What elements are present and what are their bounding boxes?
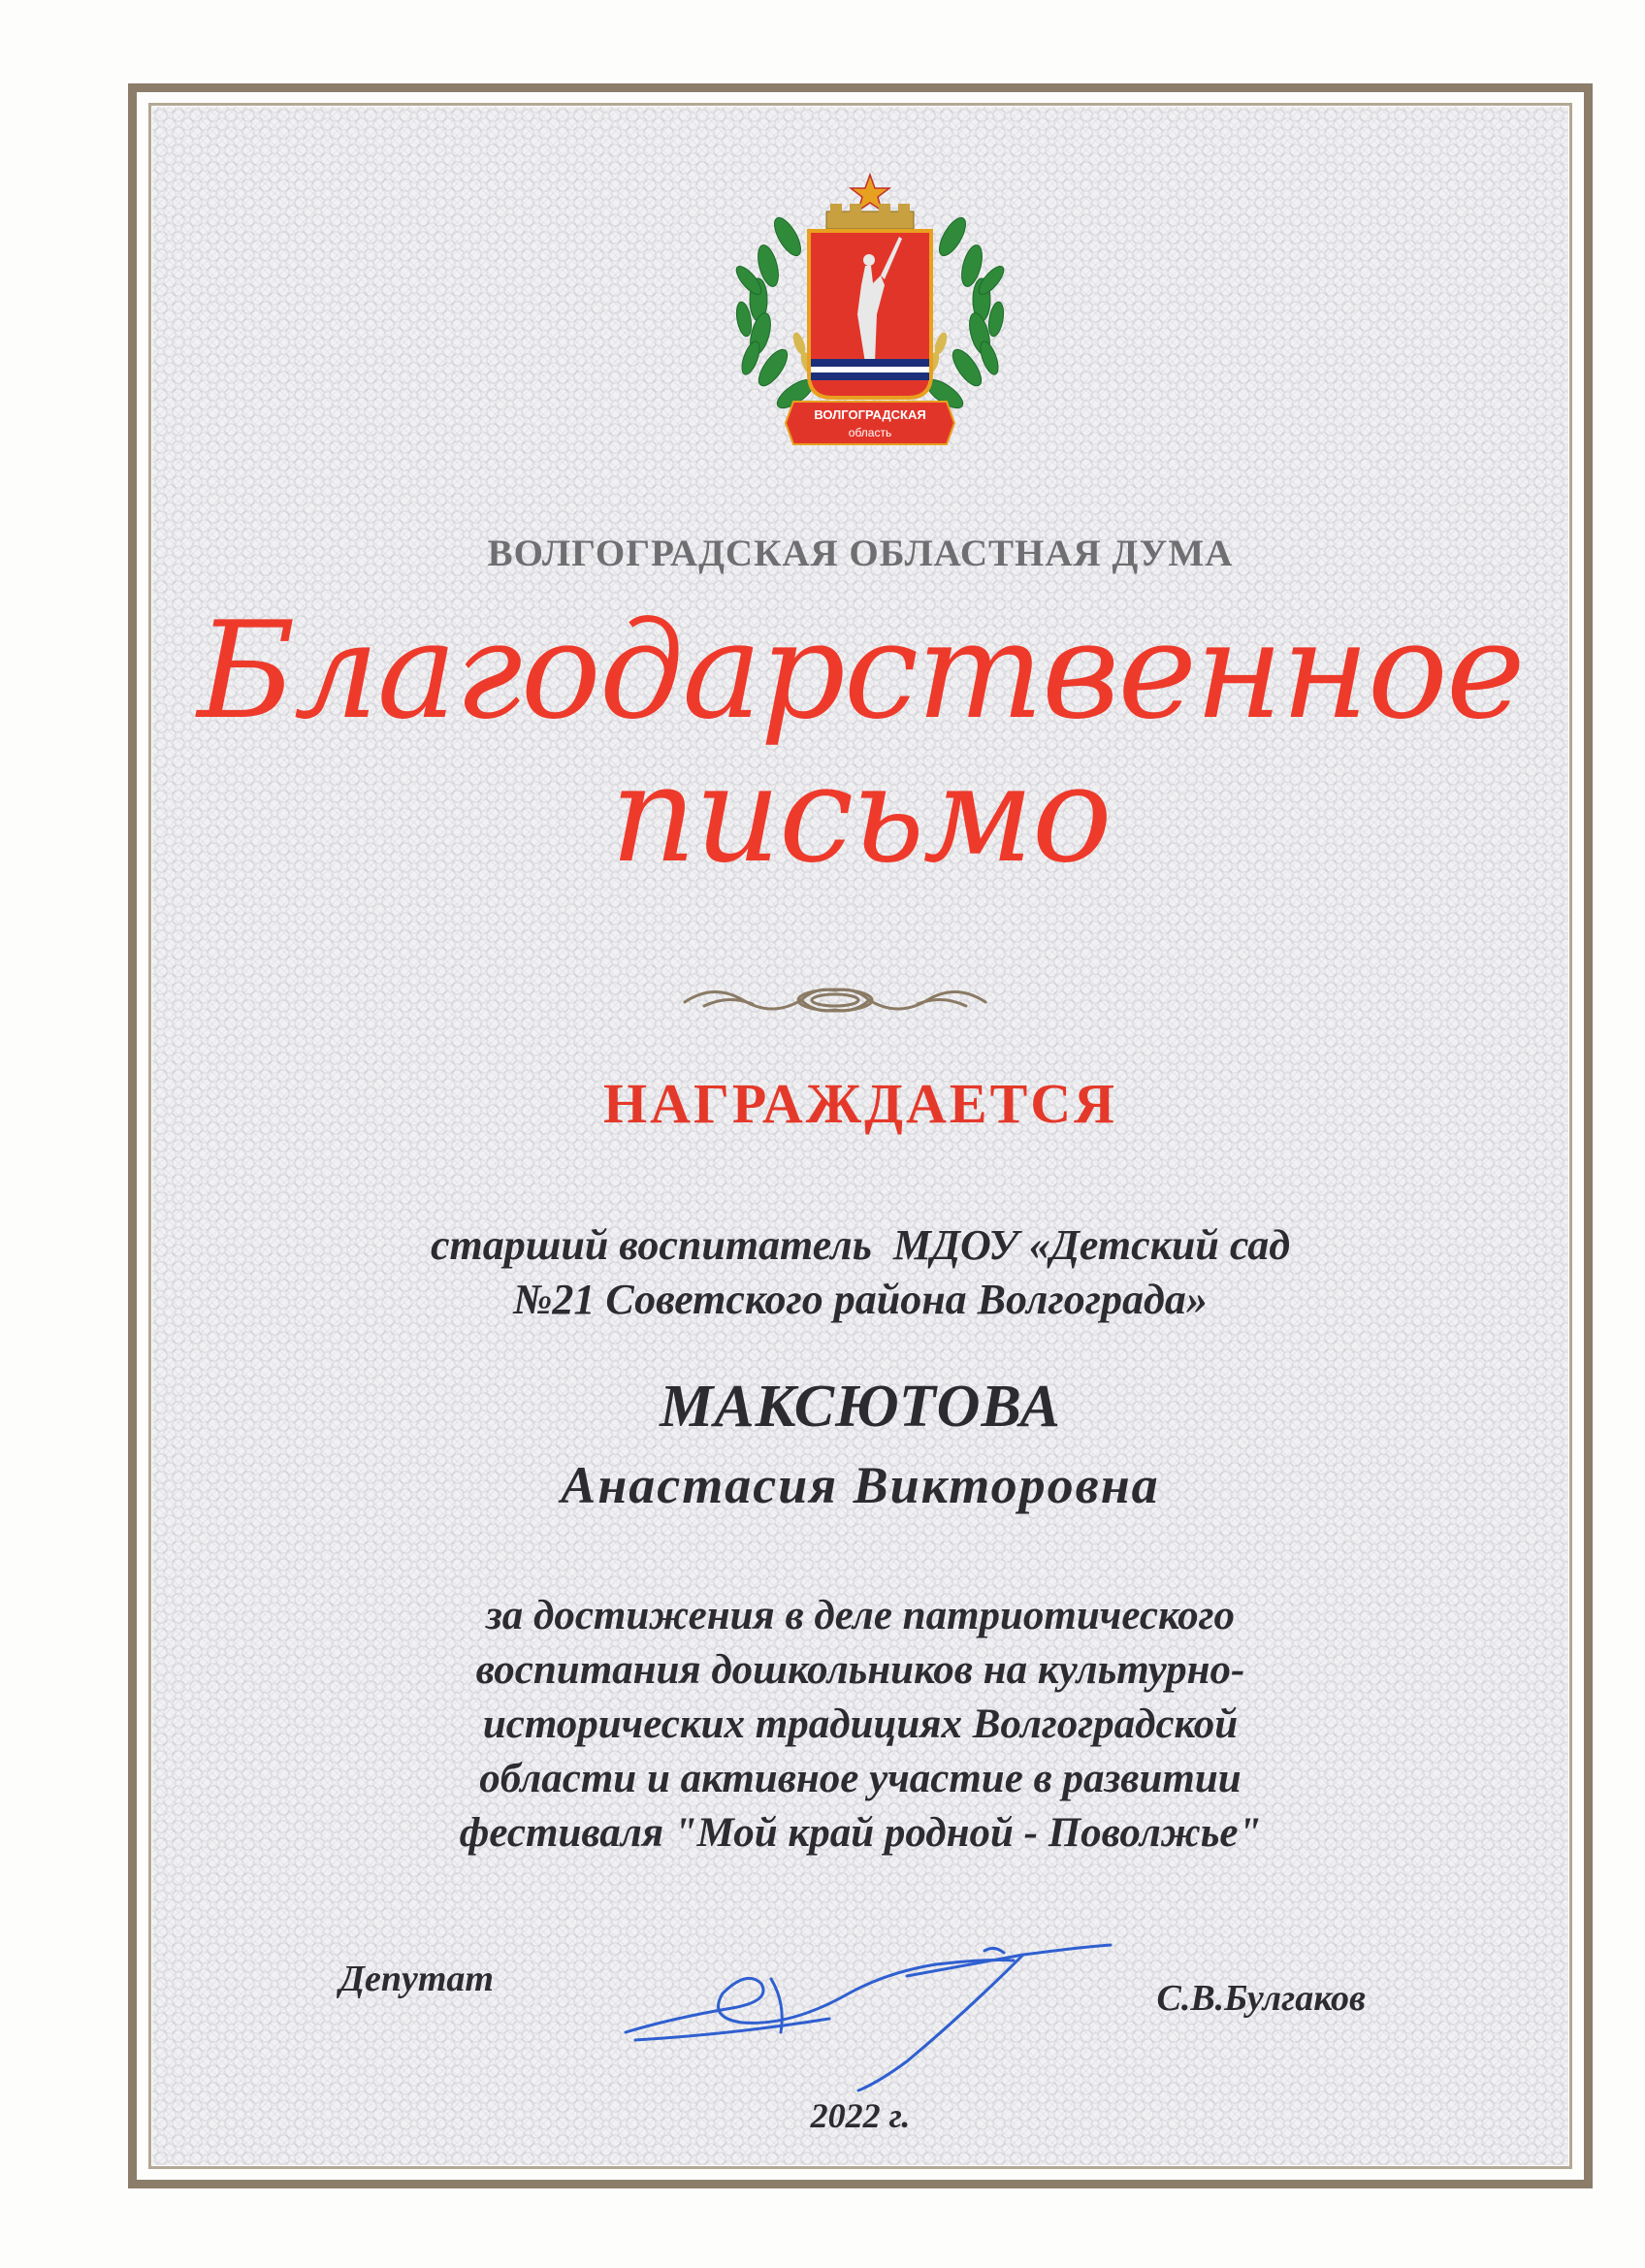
signatory-name: С.В.Булгаков xyxy=(1156,1978,1366,2019)
document-year: 2022 г. xyxy=(810,2096,911,2135)
title-line-1: Благодарственное xyxy=(197,593,1524,749)
award-reason xyxy=(152,1589,1568,1861)
awarded-label: НАГРАЖДАЕТСЯ xyxy=(602,1072,1118,1135)
reason-line: воспитания дошкольников на культурно- xyxy=(475,1647,1245,1693)
issuer-heading: ВОЛГОГРАДСКАЯ ОБЛАСТНАЯ ДУМА xyxy=(487,533,1234,574)
volgograd-emblem xyxy=(729,169,1011,456)
handwritten-signature xyxy=(616,1926,1120,2100)
recipient-position xyxy=(152,1218,1568,1327)
reason-line: за достижения в деле патриотического xyxy=(485,1593,1235,1638)
emblem-label-line2: область xyxy=(848,426,892,439)
document-title xyxy=(152,593,1568,892)
decorative-ornament xyxy=(675,973,995,1027)
title-line-2: письмо xyxy=(610,736,1111,892)
reason-line: фестиваля "Мой край родной - Поволжье" xyxy=(459,1810,1262,1856)
emblem-label-line1: ВОЛГОГРАДСКАЯ xyxy=(814,407,926,422)
reason-line: исторических традициях Волгоградской xyxy=(482,1701,1239,1747)
position-line-1: старший воспитатель МДОУ «Детский сад xyxy=(430,1221,1291,1269)
recipient-surname: МАКСЮТОВА xyxy=(660,1374,1061,1440)
reason-line: области и активное участие в развитии xyxy=(479,1756,1242,1801)
recipient-name: Анастасия Викторовна xyxy=(561,1456,1160,1514)
position-line-2: №21 Советского района Волгограда» xyxy=(513,1276,1208,1323)
signatory-title: Депутат xyxy=(339,1959,494,1999)
